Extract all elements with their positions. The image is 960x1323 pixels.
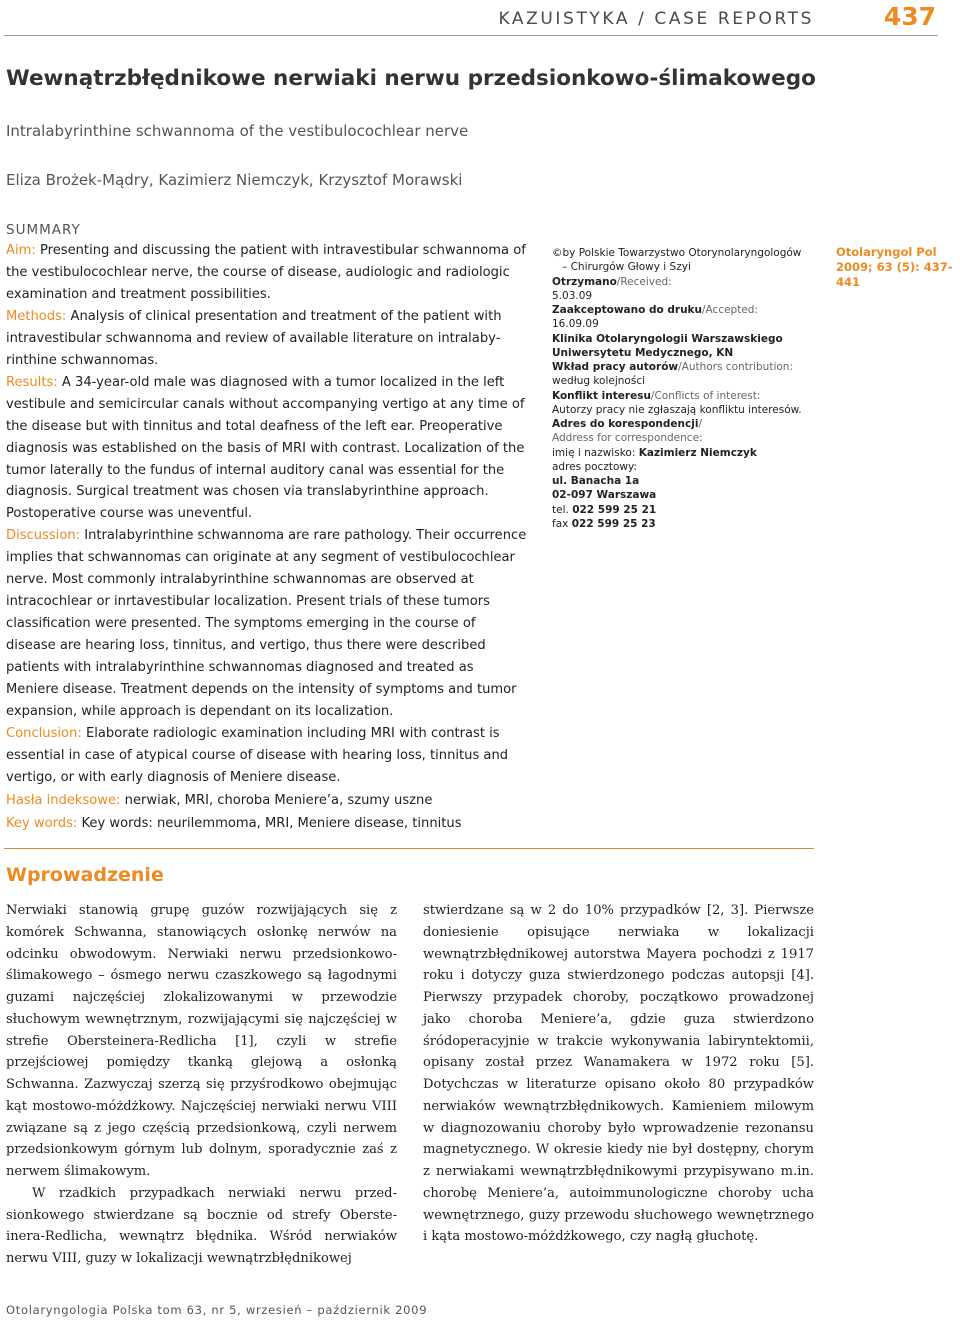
- introduction-column-right: [423, 900, 814, 1248]
- telephone: tel. 022 599 25 21: [552, 503, 657, 516]
- affiliation-line-1: Klinika Otolaryngologii Warszawskiego: [552, 332, 783, 345]
- city-address: 02-097 Warszawa: [552, 489, 657, 502]
- summary-aim: [6, 240, 528, 306]
- intro-paragraph-1: Nerwiaki stanowią grupę guzów rozwijających się z komórek Schwanna, stanowiących osłonkę nerwów na odcinku obwodowym. Nerwiaki nerwu przedsionkowo-ślimakowego – ósmego nerwu czaszkowego są łagodnymi guzami najczęściej zlokalizowanymi w przewodzie słuchowym wewnętrznym, rozwijającymi się najczęściej w strefie Obersteinera-Redlicha [1], czyli w strefie przejściowej pomiędzy tkanką glejową a osłonką Schwanna. Zazwyczaj szerzą się przyśrodkowo obejmując kąt mostowo-móżdżkowy. Najczęściej nerwiaki nerwu VIII związane są z jego częścią przedsionkową, czyli nerwem przedsionkowym górnym lub dolnym, sporadycznie zaś z nerwem ślimakowym.: [6, 903, 397, 1179]
- article-metadata: [552, 246, 814, 531]
- accepted-label: Zaakceptowano do druku/Accepted:: [552, 304, 759, 316]
- address-label-english: Address for correspondence:: [552, 432, 703, 445]
- results-text: A 34-year-old male was diagnosed with a tumor localized in the left vestibule and semicircular canals without accompanying vertigo at any time of the disease but with tinnitus and total deafness of the left ear. Preoperative diagnosis was established on the basis of MRI with contrast. Localization of the tumor laterally to the fundus of internal auditory canal was essential for the diagnosis. Surgical treatment was chosen via translabyrinthine approach. Postoperative course was uneventful.: [6, 374, 525, 522]
- keywords-polish-label: Hasła indeksowe:: [6, 792, 121, 808]
- article-title: Wewnątrzbłędnikowe nerwiaki nerwu przedsionkowo-ślimakowego: [6, 66, 816, 91]
- summary-methods: [6, 306, 528, 372]
- section-label: KAZUISTYKA / CASE REPORTS: [498, 9, 814, 29]
- copyright-line-2: – Chirurgów Głowy i Szyi: [562, 261, 691, 274]
- accepted-date: 16.09.09: [552, 318, 599, 331]
- article-title-english: Intralabyrinthine schwannoma of the vestibulocochlear nerve: [6, 122, 469, 140]
- aim-label: Aim:: [6, 243, 36, 258]
- contribution-label: Wkład pracy autorów/Authors contribution:: [552, 361, 793, 373]
- introduction-heading: Wprowadzenie: [6, 864, 164, 886]
- summary-abstract: [6, 220, 528, 835]
- summary-results: [6, 372, 528, 526]
- received-date: 5.03.09: [552, 289, 593, 302]
- results-label: Results:: [6, 374, 58, 390]
- discussion-label: Discussion:: [6, 528, 81, 544]
- methods-label: Methods:: [6, 308, 67, 324]
- journal-citation: Otolaryngol Pol 2009; 63 (5): 437-441: [836, 245, 953, 289]
- section-divider: [4, 848, 814, 849]
- conclusion-label: Conclusion:: [6, 725, 82, 741]
- running-header: [0, 0, 960, 40]
- conflict-value: Autorzy pracy nie zgłaszają konfliktu interesów.: [552, 403, 802, 416]
- keywords-english: [6, 813, 528, 835]
- street-address: ul. Banacha 1a: [552, 475, 640, 487]
- summary-discussion: [6, 525, 528, 723]
- keywords-polish-text: nerwiak, MRI, choroba Meniere’a, szumy uszne: [124, 792, 433, 808]
- keywords-english-label: Key words:: [6, 815, 78, 831]
- intro-paragraph-2: W rzadkich przypadkach nerwiaki nerwu przedsionkowego stwierdzane są bocznie od strefy Obersteinera-Redlicha, wewnątrz błędnika. Wśród nerwiaków nerwu VIII, guzy w lokalizacji wewnątrzbłędnikowej: [6, 1185, 397, 1266]
- contribution-value: według kolejności: [552, 375, 646, 388]
- keywords-english-text: Key words: neurilemmoma, MRI, Meniere disease, tinnitus: [81, 815, 462, 831]
- page-number: 437: [883, 2, 936, 31]
- aim-text: Presenting and discussing the patient with intravestibular schwannoma of the vestibulocochlear nerve, the course of disease, audiologic and radiologic examination and treatment possibilities.: [6, 243, 526, 302]
- methods-text: Analysis of clinical presentation and treatment of the patient with intravestibular schwannoma and review of available literature on intralabyrinthine schwannomas.: [6, 308, 502, 368]
- conclusion-text: Elaborate radiologic examination including MRI with contrast is essential in case of atypical course of disease with hearing loss, tinnitus and vertigo, or with early diagnosis of Meniere disease.: [6, 725, 509, 785]
- keywords-polish: [6, 790, 528, 812]
- fax: fax 022 599 25 23: [552, 517, 656, 530]
- author-list: Eliza Brożek-Mądry, Kazimierz Niemczyk, Krzysztof Morawski: [6, 171, 463, 189]
- summary-heading: SUMMARY: [6, 222, 81, 238]
- journal-footer: Otolaryngologia Polska tom 63, nr 5, wrzesień – październik 2009: [6, 1303, 428, 1317]
- address-label-polish: Adres do korespondencji/: [552, 418, 702, 430]
- header-divider: [4, 35, 938, 36]
- conflict-label: Konflikt interesu/Conflicts of interest:: [552, 389, 761, 402]
- copyright-line-1: ©by Polskie Towarzystwo Otorynolaryngologów: [552, 247, 802, 259]
- affiliation-line-2: Uniwersytetu Medycznego, KN: [552, 346, 734, 359]
- postal-label: adres pocztowy:: [552, 460, 637, 473]
- discussion-text: Intralabyrinthine schwannoma are rare pathology. Their occurrence implies that schwannomas can originate at any segment of vestibulocochlear nerve. Most commonly intralabyrinthine schwannomas are observed at intracochlear or inrtavestibular localization. Present trials of these tumors classification were presented. The symptoms emerging in the course of disease are hearing loss, tinnitus, and vertigo, thus there were described patients with intralabyrinthine schwannomas diagnosed and treated as Meniere disease. Treatment depends on the intensity of symptoms and tumor expansion, while approach is dependant on its localization.: [6, 528, 527, 720]
- introduction-column-left: [6, 900, 397, 1270]
- contact-name: imię i nazwisko: Kazimierz Niemczyk: [552, 446, 757, 459]
- intro-paragraph-3: stwierdzane są w 2 do 10% przypadków [2, 3]. Pierwsze doniesienie opisujące nerwiaka w lokalizacji wewnątrzbłędnikowej autorstwa Mayera pochodzi z 1917 roku i dotyczy guza stwierdzonego podczas autopsji [4]. Pierwszy przypadek choroby, początkowo prowadzonej jako choroba Meniere’a, gdzie guza stwierdzono śródoperacyjnie w trakcie wykonywania labiryntektomii, opisany został przez Wanamakera w 1972 roku [5]. Dotychczas w literaturze opisano około 80 przypadków nerwiaków wewnątrzbłędnikowych. Kamieniem milowym w diagnozowaniu choroby było wprowadzenie rezonansu magnetycznego. W okresie kiedy nie był dostępny, chorym z nerwiakami wewnątrzbłędnikowymi przypisywano m.in. chorobę Meniere’a, autoimmunologiczne choroby ucha wewnętrznego, guzy przewodu słuchowego wewnętrznego i kąta mostowo-móżdżkowego, czy nagłą głuchotę.: [423, 903, 814, 1245]
- summary-conclusion: [6, 723, 528, 789]
- received-label: Otrzymano/Received:: [552, 275, 672, 288]
